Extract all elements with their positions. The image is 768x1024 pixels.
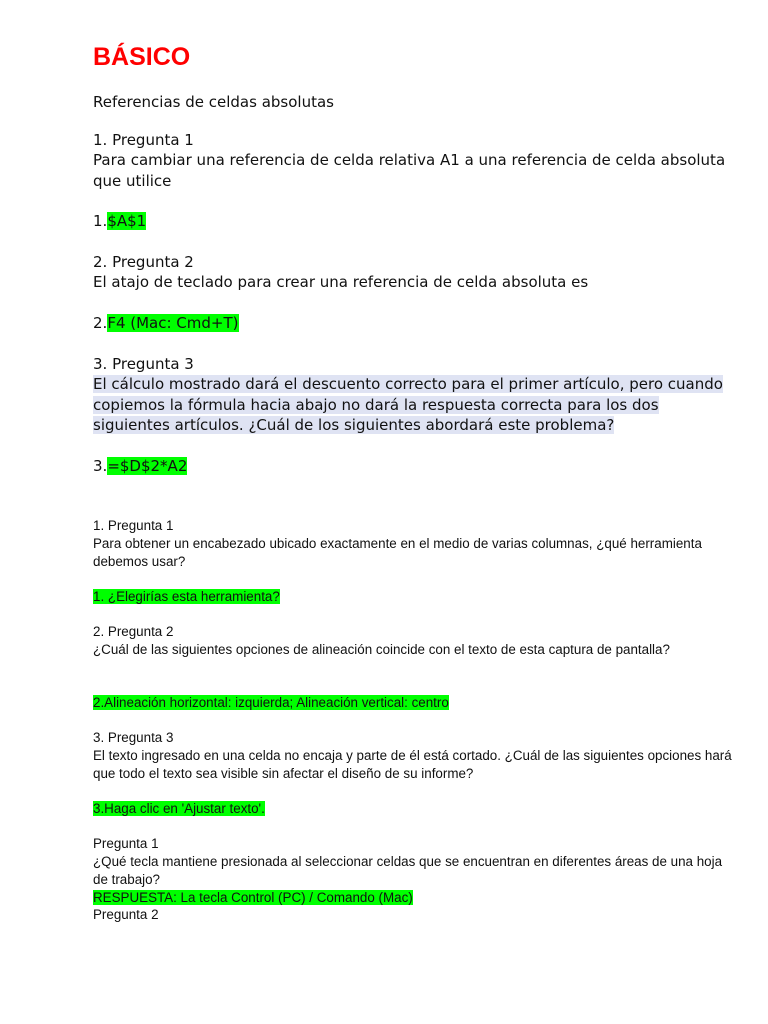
- answer-line: [93, 694, 733, 712]
- question-text: El texto ingresado en una celda no encaja y parte de él está cortado. ¿Cuál de las siguientes opciones hará que todo el texto sea visible sin afectar el diseño de su informe?: [93, 748, 732, 781]
- question-heading: 2. Pregunta 2: [93, 253, 194, 271]
- section-subtitle: Referencias de celdas absolutas: [93, 93, 334, 111]
- answer-prefix: 1.: [93, 212, 108, 230]
- answer-highlight: $A$1: [107, 212, 147, 230]
- question-heading: 1. Pregunta 1: [93, 131, 194, 149]
- answer-line: [93, 313, 733, 334]
- question-text: ¿Cuál de las siguientes opciones de alineación coincide con el texto de esta captura de pantalla?: [93, 642, 670, 657]
- answer-line: [93, 889, 733, 907]
- answer-prefix: 2.: [93, 314, 108, 332]
- question-heading: Pregunta 2: [93, 907, 159, 922]
- question-text: El atajo de teclado para crear una referencia de celda absoluta es: [93, 273, 589, 291]
- answer-highlight: 2.Alineación horizontal: izquierda; Alineación vertical: centro: [93, 695, 449, 710]
- question-heading: 1. Pregunta 1: [93, 518, 174, 533]
- question-text: Para cambiar una referencia de celda relativa A1 a una referencia de celda absoluta que utilice: [93, 151, 726, 190]
- answer-prefix: 3.: [93, 457, 108, 475]
- question-highlight: El cálculo mostrado dará el descuento correcto para el primer artículo, pero cuando copiemos la fórmula hacia abajo no dará la respuesta correcta para los dos siguientes artículos. ¿Cuál de los siguientes abordará este problema?: [93, 375, 723, 434]
- answer-line: [93, 211, 733, 232]
- question-text: [93, 374, 733, 436]
- page-title: BÁSICO: [93, 43, 191, 71]
- question-heading: 2. Pregunta 2: [93, 624, 174, 639]
- answer-highlight: 1. ¿Elegirías esta herramienta?: [93, 589, 280, 604]
- question-text: ¿Qué tecla mantiene presionada al seleccionar celdas que se encuentran en diferentes áreas de una hoja de trabajo?: [93, 854, 723, 887]
- answer-highlight: 3.Haga clic en 'Ajustar texto'.: [93, 801, 265, 816]
- answer-highlight: F4 (Mac: Cmd+T): [107, 314, 239, 332]
- answer-highlight: RESPUESTA: La tecla Control (PC) / Comando (Mac): [93, 890, 413, 905]
- answer-highlight: =$D$2*A2: [107, 457, 188, 475]
- question-heading: Pregunta 1: [93, 836, 159, 851]
- answer-line: [93, 456, 733, 477]
- question-heading: 3. Pregunta 3: [93, 730, 174, 745]
- answer-line: [93, 800, 733, 818]
- question-heading: 3. Pregunta 3: [93, 355, 194, 373]
- answer-line: [93, 588, 733, 606]
- question-text: Para obtener un encabezado ubicado exactamente en el medio de varias columnas, ¿qué herramienta debemos usar?: [93, 536, 702, 569]
